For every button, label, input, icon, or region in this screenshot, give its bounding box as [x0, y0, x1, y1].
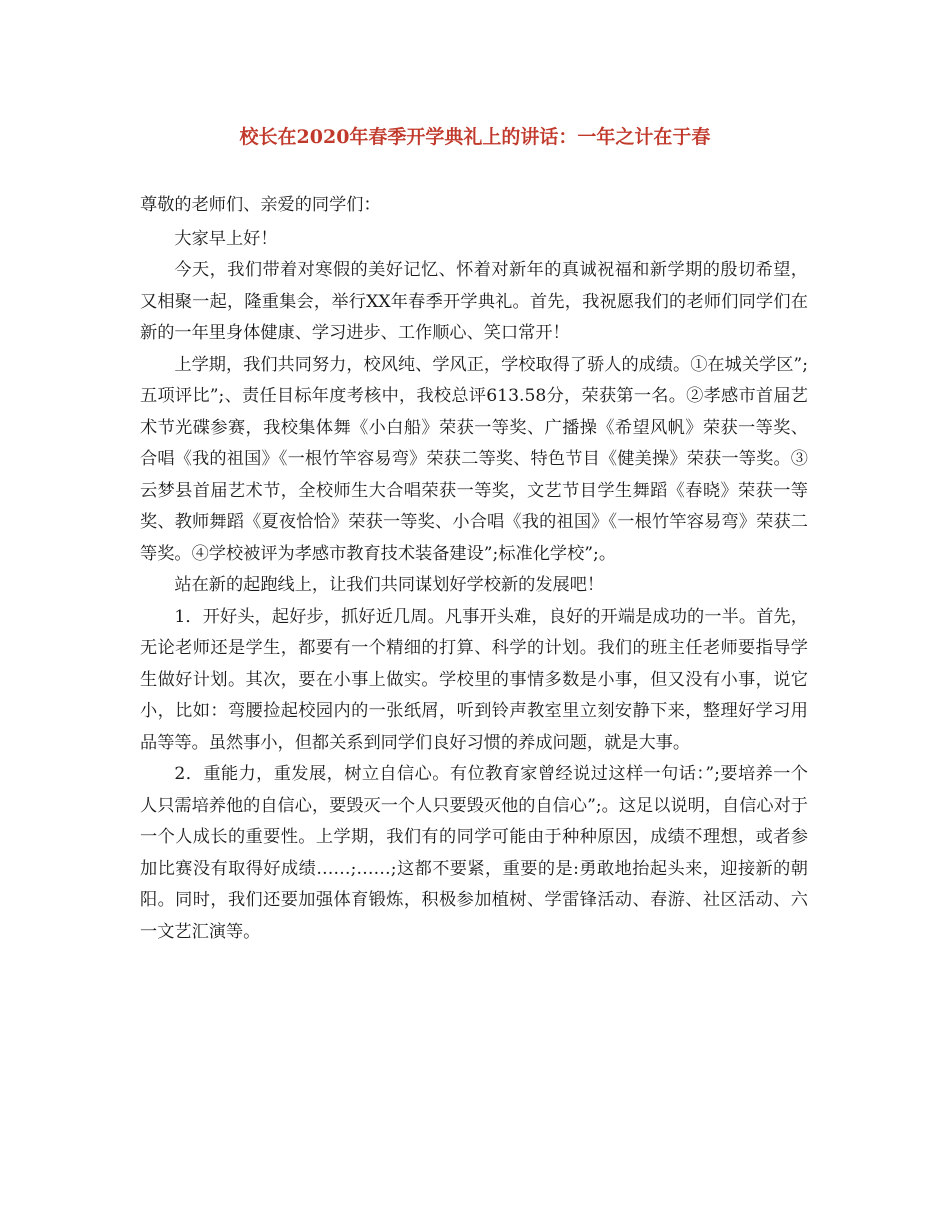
document-body — [140, 190, 808, 948]
paragraph-opening: 今天，我们带着对寒假的美好记忆、怀着对新年的真诚祝福和新学期的殷切希望，又相聚一起，隆重集会，举行XX年春季开学典礼。首先，我祝愿我们的老师们同学们在新的一年里身体健康、学习进步、工作顺心、笑口常开！ — [140, 260, 808, 343]
paragraph-point-1: 1．开好头，起好步，抓好近几周。凡事开头难，良好的开端是成功的一半。首先，无论老师还是学生，都要有一个精细的打算、科学的计划。我们的班主任老师要指导学生做好计划。其次，要在小事上做实。学校里的事情多数是小事，但又没有小事，说它小，比如：弯腰捡起校园内的一张纸屑，听到铃声教室里立刻安静下来，整理好学习用品等等。虽然事小，但都关系到同学们良好习惯的养成问题，就是大事。 — [140, 606, 808, 753]
document-title: 校长在2020年春季开学典礼上的讲话：一年之计在于春 — [239, 126, 711, 148]
paragraph-achievements: 上学期，我们共同努力，校风纯、学风正，学校取得了骄人的成绩。①在城关学区”;五项评比”;、责任目标年度考核中，我校总评613.58分，荣获第一名。②孝感市首届艺术节光碟参赛，我校集体舞《小白船》荣获一等奖、广播操《希望风帆》荣获一等奖、合唱《我的祖国》《一根竹竿容易弯》荣获二等奖、特色节目《健美操》荣获一等奖。③云梦县首届艺术节，全校师生大合唱荣获一等奖，文艺节目学生舞蹈《春晓》荣获一等奖、教师舞蹈《夏夜恰恰》荣获一等奖、小合唱《我的祖国》《一根竹竿容易弯》荣获二等奖。④学校被评为孝感市教育技术装备建设”;标准化学校”;。 — [140, 354, 808, 564]
paragraph-new-start: 站在新的起跑线上，让我们共同谋划好学校新的发展吧！ — [174, 575, 605, 595]
salutation: 尊敬的老师们、亲爱的同学们： — [140, 195, 381, 215]
paragraph-greeting: 大家早上好！ — [174, 228, 278, 249]
paragraph-point-2: 2．重能力，重发展，树立自信心。有位教育家曾经说过这样一句话：”;要培养一个人只需培养他的自信心，要毁灭一个人只要毁灭他的自信心”;。这足以说明，自信心对于一个人成长的重要性。上学期，我们有的同学可能由于种种原因，成绩不理想，或者参加比赛没有取得好成绩……;……;这都不要紧，重要的是:勇敢地抬起头来，迎接新的朝阳。同时，我们还要加强体育锻炼，积极参加植树、学雷锋活动、春游、社区活动、六一文艺汇演等。 — [140, 764, 808, 942]
